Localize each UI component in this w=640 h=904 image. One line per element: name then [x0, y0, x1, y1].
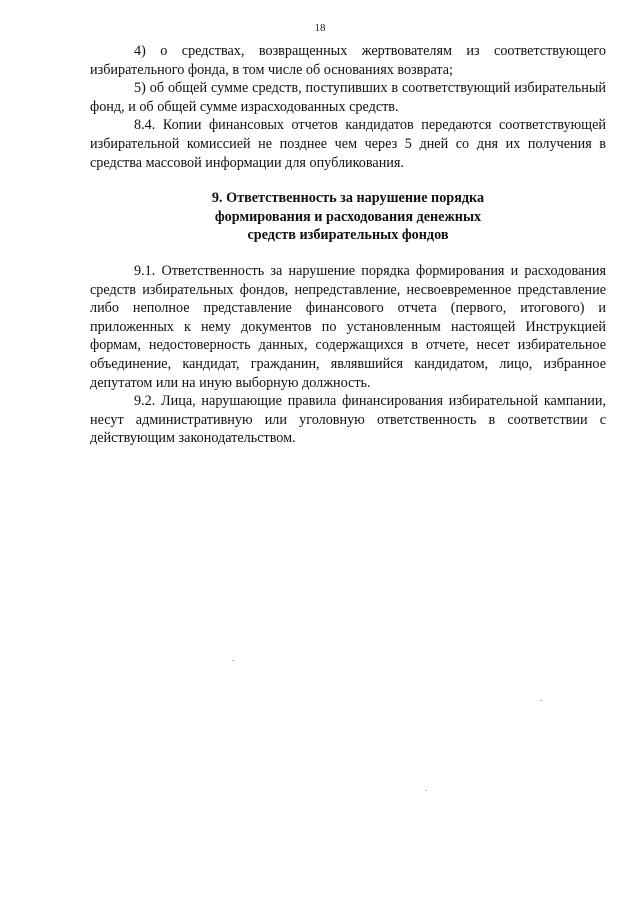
scan-speck — [232, 660, 234, 661]
section-heading-line-1: 9. Ответственность за нарушение порядка — [211, 190, 485, 207]
paragraph-9-1: 9.1. Ответственность за нарушение порядка формирования и расходования средств избирательных фондов, непредставление, несвоевременное представление либо неполное представление финансового отчета (первого, итогового) и приложенных к нему документов по установленным настоящей Инструкцией формам, недостоверность данных, содержащихся в отчете, несет избирательное объединение, кандидат, гражданин, являвшийся кандидатом, лицо, избранное депутатом или на иную выборную должность. — [90, 262, 606, 391]
paragraph-item-4: 4) о средствах, возвращенных жертвователям из соответствующего избирательного фонда, в том числе об основаниях возврата; — [90, 43, 606, 78]
document-body — [90, 42, 606, 448]
section-heading — [90, 189, 606, 245]
paragraph-8-4: 8.4. Копии финансовых отчетов кандидатов передаются соответствующей избирательной комиссией не позднее чем через 5 дней со дня их получения в средства массовой информации для опубликования. — [90, 117, 606, 171]
scan-speck — [540, 700, 542, 701]
paragraph-9-2: 9.2. Лица, нарушающие правила финансирования избирательной кампании, несут административную или уголовную ответственность в соответствии с действующим законодательством. — [90, 393, 606, 447]
section-heading-line-3: средств избирательных фондов — [247, 227, 449, 244]
section-heading-line-2: формирования и расходования денежных — [214, 208, 482, 225]
scan-speck — [425, 790, 427, 791]
page-number: 18 — [314, 22, 326, 34]
paragraph-item-5: 5) об общей сумме средств, поступивших в соответствующий избирательный фонд, и об общей сумме израсходованных средств. — [90, 80, 606, 115]
